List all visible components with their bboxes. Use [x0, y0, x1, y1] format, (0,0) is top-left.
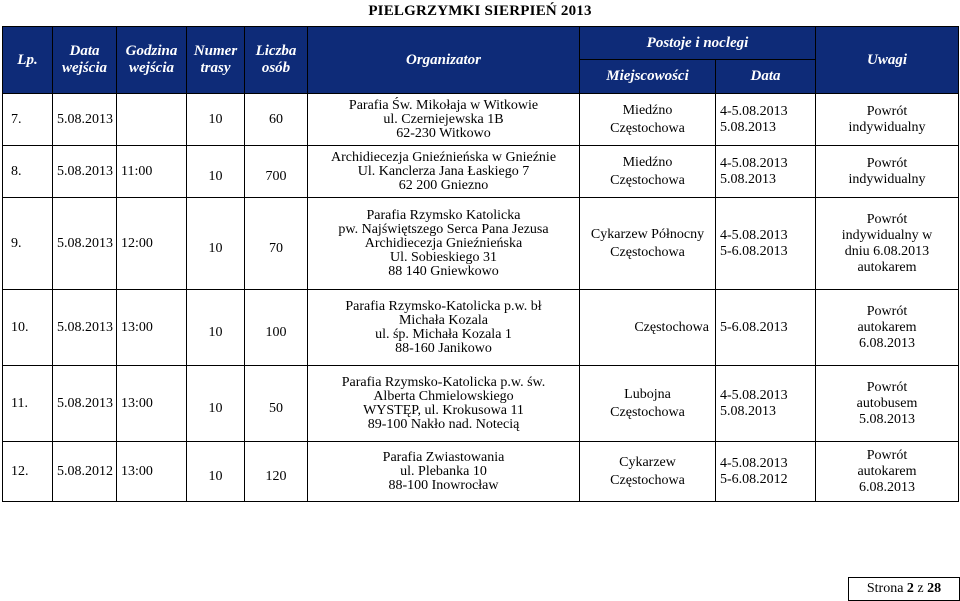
cell-route: 10: [187, 94, 245, 146]
cell-time: 13:00: [117, 290, 187, 366]
table-row: [3, 146, 959, 198]
cell-places: Cykarzew Częstochowa: [580, 442, 716, 502]
cell-lp: 8.: [3, 146, 53, 198]
cell-notes: Powrót indywidualny: [816, 94, 959, 146]
header-postoje: Postoje i noclegi: [580, 27, 816, 60]
cell-date: 5.08.2013: [53, 290, 117, 366]
cell-places: Lubojna Częstochowa: [580, 366, 716, 442]
cell-lp: 9.: [3, 198, 53, 290]
cell-time: 11:00: [117, 146, 187, 198]
table-row: [3, 290, 959, 366]
table-row: [3, 94, 959, 146]
cell-organizer: Parafia Św. Mikołaja w Witkowie ul. Czerniejewska 1B 62-230 Witkowo: [308, 94, 580, 146]
cell-notes: Powrót autokarem 6.08.2013: [816, 290, 959, 366]
cell-organizer: Parafia Rzymsko Katolicka pw. Najświętszego Serca Pana Jezusa Archidiecezja Gnieźnieńska Ul. Sobieskiego 31 88 140 Gniewkowo: [308, 198, 580, 290]
table-row: [3, 366, 959, 442]
cell-route: 10: [187, 198, 245, 290]
cell-dates: 4-5.08.2013 5.08.2013: [716, 146, 816, 198]
cell-notes: Powrót autokarem 6.08.2013: [816, 442, 959, 502]
header-data-wejscia: Data wejścia: [53, 27, 117, 94]
cell-dates: 4-5.08.2013 5.08.2013: [716, 366, 816, 442]
schedule-table: [2, 26, 959, 502]
cell-places: Cykarzew Północny Częstochowa: [580, 198, 716, 290]
page-indicator: Strona 2 z 28: [848, 577, 960, 601]
cell-dates: 4-5.08.2013 5.08.2013: [716, 94, 816, 146]
cell-lp: 12.: [3, 442, 53, 502]
cell-dates: 4-5.08.2013 5-6.08.2013: [716, 198, 816, 290]
total-pages-number: 28: [927, 581, 942, 596]
cell-lp: 10.: [3, 290, 53, 366]
cell-count: 60: [245, 94, 308, 146]
cell-lp: 11.: [3, 366, 53, 442]
cell-time: 12:00: [117, 198, 187, 290]
cell-count: 120: [245, 442, 308, 502]
cell-notes: Powrót autobusem 5.08.2013: [816, 366, 959, 442]
cell-lp: 7.: [3, 94, 53, 146]
current-page-number: 2: [906, 581, 914, 596]
cell-route: 10: [187, 146, 245, 198]
cell-organizer: Parafia Rzymsko-Katolicka p.w. św. Alberta Chmielowskiego WYSTĘP, ul. Krokusowa 11 89-100 Nakło nad. Notecią: [308, 366, 580, 442]
cell-places: Miedźno Częstochowa: [580, 146, 716, 198]
table-row: [3, 442, 959, 502]
cell-date: 5.08.2013: [53, 94, 117, 146]
cell-organizer: Parafia Rzymsko-Katolicka p.w. bł Michała Kozala ul. śp. Michała Kozala 1 88-160 Janikowo: [308, 290, 580, 366]
cell-time: 13:00: [117, 442, 187, 502]
cell-dates: 4-5.08.2013 5-6.08.2012: [716, 442, 816, 502]
cell-notes: Powrót indywidualny w dniu 6.08.2013 autokarem: [816, 198, 959, 290]
cell-date: 5.08.2013: [53, 198, 117, 290]
cell-organizer: Archidiecezja Gnieźnieńska w Gnieźnie Ul. Kanclerza Jana Łaskiego 7 62 200 Gniezno: [308, 146, 580, 198]
header-organizator: Organizator: [308, 27, 580, 94]
header-uwagi: Uwagi: [816, 27, 959, 94]
header-data: Data: [716, 60, 816, 94]
cell-places: Miedźno Częstochowa: [580, 94, 716, 146]
cell-route: 10: [187, 290, 245, 366]
header-lp: Lp.: [3, 27, 53, 94]
cell-time: 13:00: [117, 366, 187, 442]
cell-time: [117, 94, 187, 146]
cell-date: 5.08.2012: [53, 442, 117, 502]
cell-dates: 5-6.08.2013: [716, 290, 816, 366]
cell-date: 5.08.2013: [53, 146, 117, 198]
header-miejscowosci: Miejscowości: [580, 60, 716, 94]
cell-route: 10: [187, 442, 245, 502]
page-title: PIELGRZYMKI SIERPIEŃ 2013: [368, 3, 592, 19]
table-row: [3, 198, 959, 290]
cell-organizer: Parafia Zwiastowania ul. Plebanka 10 88-100 Inowrocław: [308, 442, 580, 502]
cell-count: 100: [245, 290, 308, 366]
cell-date: 5.08.2013: [53, 366, 117, 442]
cell-count: 700: [245, 146, 308, 198]
cell-count: 50: [245, 366, 308, 442]
cell-notes: Powrót indywidualny: [816, 146, 959, 198]
cell-count: 70: [245, 198, 308, 290]
header-numer-trasy: Numer trasy: [187, 27, 245, 94]
cell-route: 10: [187, 366, 245, 442]
cell-places: Częstochowa: [580, 290, 716, 366]
header-godzina-wejscia: Godzina wejścia: [117, 27, 187, 94]
header-liczba-osob: Liczba osób: [245, 27, 308, 94]
